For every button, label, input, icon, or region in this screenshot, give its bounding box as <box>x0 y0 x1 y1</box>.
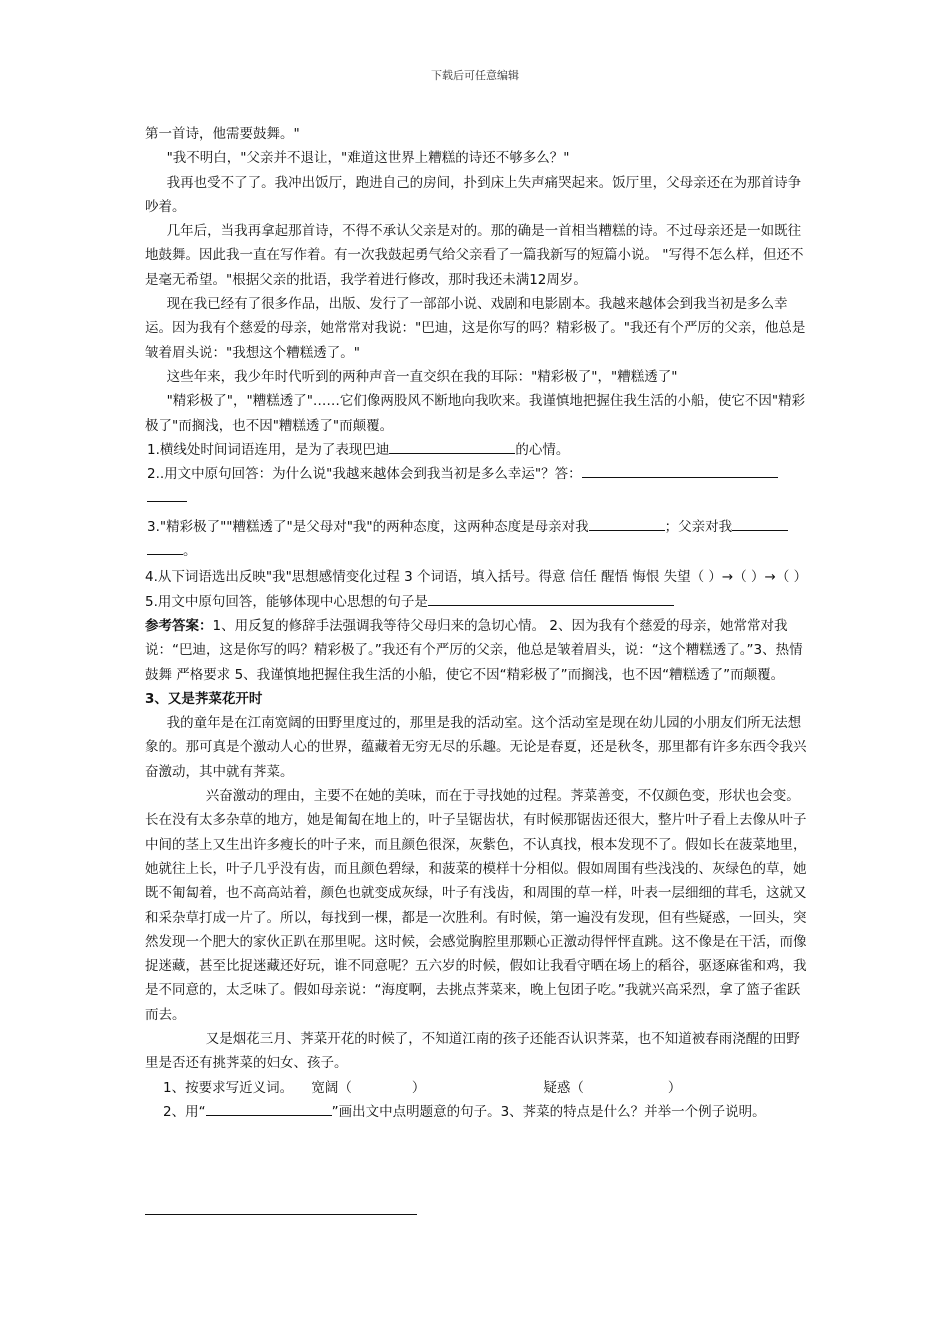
reference-answer <box>145 614 813 687</box>
question-text: 的心情。 <box>515 441 570 458</box>
answer-blank[interactable] <box>206 1101 332 1116</box>
paragraph: 现在我已经有了很多作品，出版、发行了一部部小说、戏剧和电影剧本。我越来越体会到我当初是多么幸运。因为我有个慈爱的母亲，她常常对我说："巴迪，这是你写的吗？精彩极了。"我还有个严厉的父亲，他总是皱着眉头说："我想这个糟糕透了。" <box>145 296 806 361</box>
question-text: ；父亲对我 <box>664 518 733 535</box>
question-text: ”画出文中点明题意的句子。3、荠菜的特点是什么？并举一个例子说明。 <box>331 1103 766 1120</box>
paragraph: 兴奋激动的理由，主要不在她的美味，而在于寻找她的过程。荠菜善变，不仅颜色变，形状也会变。长在没有太多杂草的地方，她是匍匐在地上的，叶子呈锯齿状，有时候那锯齿还很大，整片叶子看上去像从叶子中间的茎上又生出许多瘦长的叶子来，而且颜色很深，灰紫色，不认真找，根本发现不了。假如长在菠菜地里，她就往上长，叶子几乎没有齿，而且颜色碧绿，和菠菜的模样十分相似。假如周围有些浅浅的、灰绿色的草，她既不匍匐着，也不高高站着，颜色也就变成灰绿，叶子有浅齿，和周围的草一样，叶表一层细细的茸毛，这就又和采杂草打成一片了。所以，每找到一棵，都是一次胜利。有时候，第一遍没有发现，但有些疑惑，一回头，突然发现一个肥大的家伙正趴在那里呢。这时候，会感觉胸腔里那颗心正激动得怦怦直跳。这不像是在干活，而像捉迷藏，甚至比捉迷藏还好玩，谁不同意呢？五六岁的时候，假如让我看守晒在场上的稻谷，驱逐麻雀和鸡，我是不同意的，太乏味了。假如母亲说：“海度啊，去挑点荠菜来，晚上包团子吃。”我就兴高采烈，拿了篮子雀跃而去。 <box>145 788 807 1023</box>
question-text: ） <box>667 1079 682 1096</box>
answer-line[interactable] <box>145 1214 417 1215</box>
page-header: 下载后可任意编辑 <box>431 69 519 82</box>
question-text: 2、用“ <box>163 1103 206 1120</box>
question-3 <box>145 515 813 564</box>
question-text: 。 <box>183 543 197 560</box>
question-text: 5.用文中原句回答，能够体现中心思想的句子是 <box>145 593 428 610</box>
question-2 <box>145 462 813 511</box>
answer-blank[interactable] <box>428 591 674 606</box>
paragraph: "精彩极了"，"糟糕透了"……它们像两股风不断地向我吹来。我谨慎地把握住我生活的小船，使它不因"精彩极了"而搁浅，也不因"糟糕透了"而颠覆。 <box>145 393 806 434</box>
answer-label: 参考答案： <box>145 617 213 634</box>
answer-blank[interactable] <box>589 516 665 531</box>
document-body <box>145 122 813 1124</box>
answer-blank[interactable] <box>147 487 187 502</box>
question-text: ） <box>411 1079 426 1096</box>
answer-text: 1、用反复的修辞手法强调我等待父母归来的急切心情。 2、因为我有个慈爱的母亲，她常常对我说：“巴迪，这是你写的吗？精彩极了。”我还有个严厉的父亲，他总是皱着眉头，说：“这个糟糕透了。”3、热情鼓舞 严格要求 5、我谨慎地把握住我生活的小船，使它不因“精彩极了”而搁浅，也不因“糟糕透了”而颠覆。 <box>145 617 803 683</box>
answer-blank[interactable] <box>732 516 788 531</box>
paragraph: "我不明白，"父亲并不退让，"难道这世界上糟糕的诗还不够多么？" <box>166 150 570 167</box>
question-text: 2..用文中原句回答：为什么说"我越来越体会到我当初是多么幸运"？答： <box>147 466 582 483</box>
question-text: 宽阔（ <box>311 1079 352 1096</box>
paragraph: 我的童年是在江南宽阔的田野里度过的，那里是我的活动室。这个活动室是现在幼儿园的小朋友们所无法想象的。那可真是个激动人心的世界，蕴藏着无穷无尽的乐趣。无论是春夏，还是秋冬，那里都有许多东西令我兴奋激动，其中就有荠菜。 <box>145 715 807 780</box>
question-4: 4.从下词语选出反映"我"思想感情变化过程 3 个词语，填入括号。得意 信任 醒悟 悔恨 失望（ ）→（ ）→（ ） <box>145 569 808 586</box>
question-text: 疑惑（ <box>543 1079 584 1096</box>
question-text: 1、按要求写近义词。 <box>163 1079 294 1096</box>
answer-blank[interactable] <box>582 463 778 478</box>
section-title: 3、又是荠菜花开时 <box>145 690 263 707</box>
paragraph: 第一首诗，他需要鼓舞。" <box>145 126 300 142</box>
paragraph: 几年后，当我再拿起那首诗，不得不承认父亲是对的。那的确是一首相当糟糕的诗。不过母亲还是一如既往地鼓舞。因此我一直在写作着。有一次我鼓起勇气给父亲看了一篇我新写的短篇小说。 "写得不怎么样，但还不是毫无希望。"根据父亲的批语，我学着进行修改，那时我还未满12周岁。 <box>145 223 804 288</box>
paragraph: 这些年来，我少年时代听到的两种声音一直交织在我的耳际："精彩极了"，"糟糕透了" <box>166 368 678 385</box>
answer-blank[interactable] <box>389 439 515 454</box>
paragraph: 又是烟花三月、荠菜开花的时候了，不知道江南的孩子还能否认识荠菜，也不知道被春雨浇醒的田野里是否还有挑荠菜的妇女、孩子。 <box>145 1030 800 1072</box>
question-text: 1.横线处时间词语连用，是为了表现巴迪 <box>147 441 390 458</box>
question-text: 3."精彩极了""糟糕透了"是父母对"我"的两种态度，这两种态度是母亲对我 <box>147 518 589 535</box>
section3-question-1 <box>145 1076 813 1100</box>
answer-blank[interactable] <box>147 540 183 555</box>
section3-question-2 <box>145 1100 813 1124</box>
paragraph: 我再也受不了了。我冲出饭厅，跑进自己的房间，扑到床上失声痛哭起来。饭厅里，父母亲还在为那首诗争吵着。 <box>145 174 802 215</box>
question-5 <box>145 590 813 614</box>
question-1 <box>145 438 813 462</box>
